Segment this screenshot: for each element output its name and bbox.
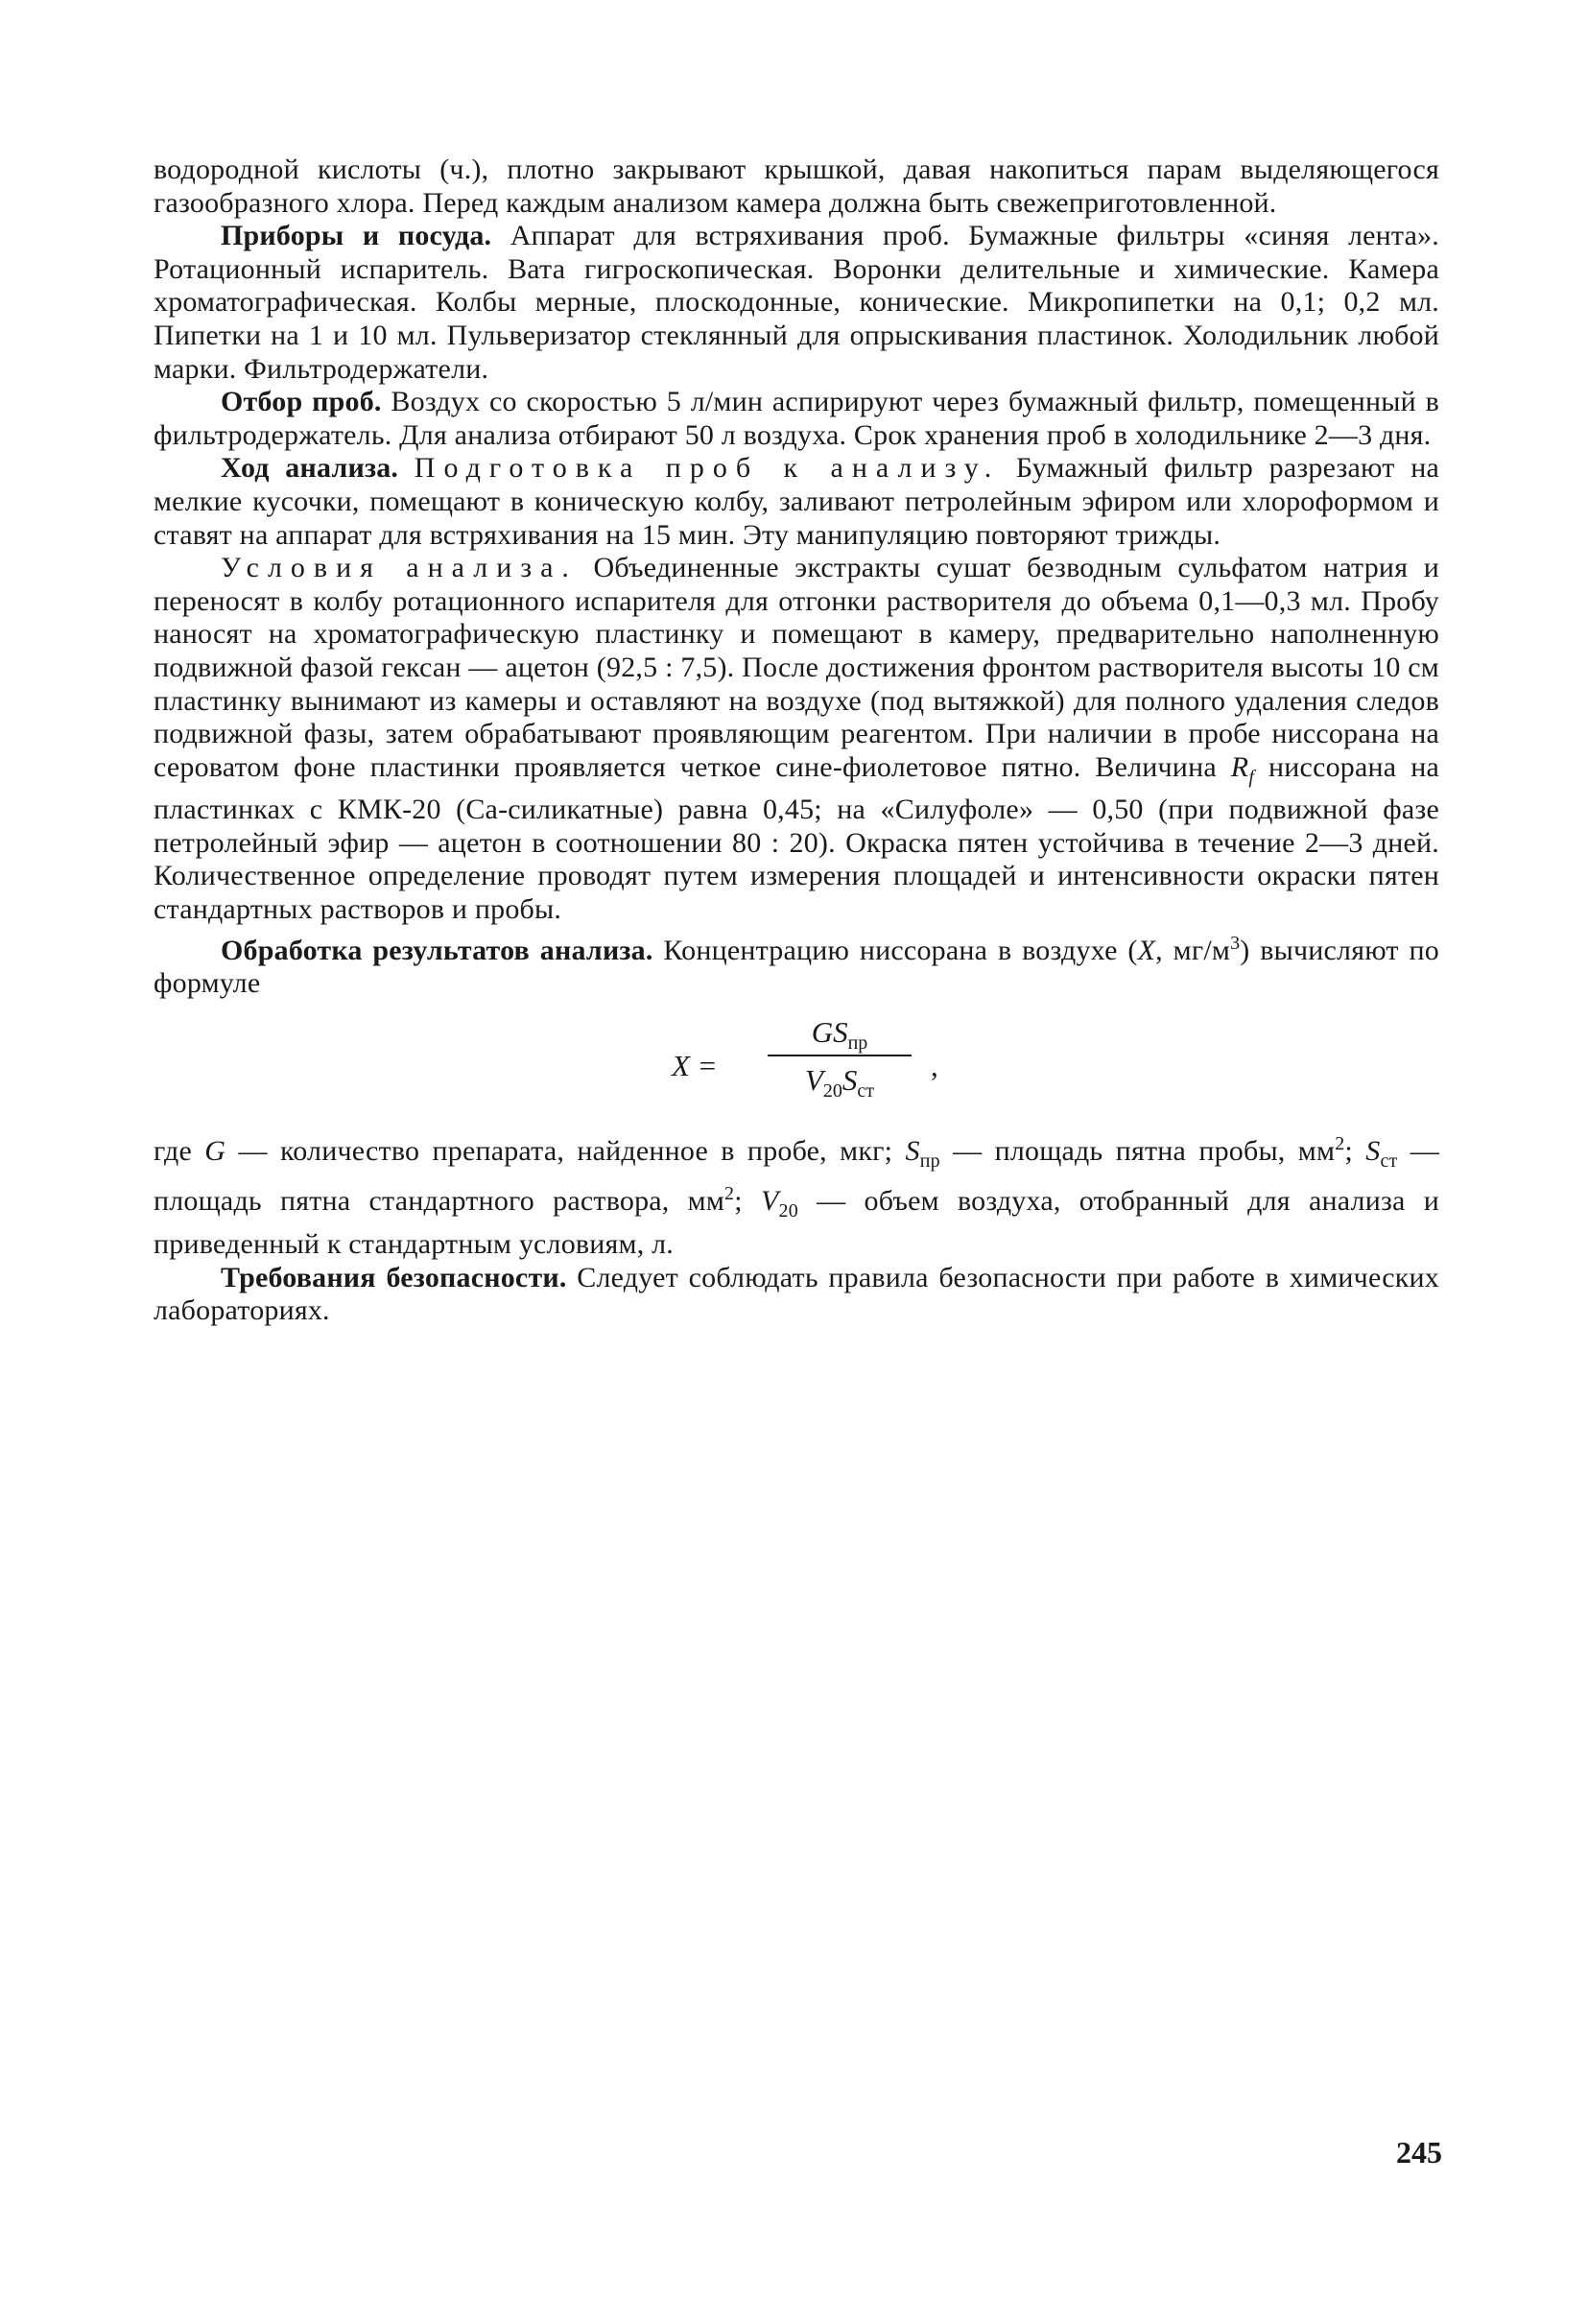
denominator-s-subscript: ст bbox=[857, 1080, 875, 1103]
legend-s-pr: S bbox=[905, 1134, 920, 1167]
paragraph-conditions bbox=[154, 552, 1439, 927]
legend-text-5: — площадь пятна стандартного раствора, мм bbox=[154, 1134, 1439, 1218]
paragraph-legend bbox=[154, 1127, 1439, 1262]
paragraph-continuation: водородной кислоты (ч.), плотно закрывают крышкой, давая накопиться парам выделяющегося газообразного хлора. Перед каждым анализом камера должна быть свежеприготовленной. bbox=[154, 154, 1439, 219]
formula-numerator bbox=[768, 1010, 912, 1055]
legend-text-1: где bbox=[154, 1134, 205, 1167]
rf-subscript: f bbox=[1248, 766, 1255, 788]
denominator-v-subscript: 20 bbox=[822, 1080, 842, 1103]
text-results-3: ) вычисляют по формуле bbox=[154, 934, 1439, 1000]
text-conditions-2: ниссорана на пластинках с КМК-20 (Са-силикатные) равна 0,45; на «Силуфоле» — 0,50 (при подвижной фазе петролейный эфир — ацетон в соотношении 80 : 20). Окраска пятен устойчива в течение 2—3 дней. Количественное определение проводят путем измерения площадей и интенсивности окраски пятен стандартных растворов и пробы. bbox=[154, 750, 1439, 926]
page-body bbox=[154, 154, 1439, 1328]
legend-g: G bbox=[204, 1134, 226, 1167]
legend-v: V bbox=[760, 1185, 779, 1218]
heading-procedure: Ход анализа. bbox=[221, 452, 399, 485]
heading-sampling: Отбор проб. bbox=[221, 386, 382, 418]
text-safety: Следует соблюдать правила безопасности при работе в химических лабораториях. bbox=[154, 1261, 1439, 1327]
numerator-main: GS bbox=[811, 1014, 848, 1049]
unit-superscript: 3 bbox=[1230, 932, 1241, 954]
numerator-subscript: пр bbox=[847, 1032, 868, 1055]
text-conditions-1: Объединенные экстракты сушат безводным сульфатом натрия и переносят в колбу ротационного испарителя для отгонки растворителя до объема 0,1—0,3 мл. Пробу наносят на хроматографическую пластинку и помещают в камеру, предварительно наполненную подвижной фазой гексан — ацетон (92,5 : 7,5). После достижения фронтом растворителя высоты 10 см пластинку вынимают из камеры и оставляют на воздухе (под вытяжкой) для полного удаления следов подвижной фазы, затем обрабатывают проявляющим реагентом. При наличии в пробе ниссорана на сероватом фоне пластинки проявляется четкое сине-фиолетовое пятно. Величина bbox=[154, 552, 1439, 783]
rf-symbol: R bbox=[1230, 750, 1249, 783]
paragraph-sampling bbox=[154, 386, 1439, 452]
heading-results: Обработка результатов анализа. bbox=[221, 934, 653, 966]
text-devices: Аппарат для встряхивания проб. Бумажные фильтры «синяя лента». Ротационный испаритель. Вата гигроскопическая. Воронки делительные и химические. Камера хроматографическая. Колбы мерные, плоскодонные, конические. Микропипетки на 0,1; 0,2 мл. Пипетки на 1 и 10 мл. Пульверизатор стеклянный для опрыскивания пластинок. Холодильник любой марки. Фильтродержатели. bbox=[154, 220, 1439, 385]
legend-text-2: — количество препарата, найденное в пробе, мкг; bbox=[225, 1134, 906, 1167]
heading-devices: Приборы и посуда. bbox=[221, 220, 492, 252]
text-results-1: Концентрацию ниссорана в воздухе ( bbox=[652, 934, 1138, 966]
formula-denominator bbox=[768, 1056, 912, 1101]
legend-text-7: — объем воздуха, отобранный для анализа и приведенный к стандартным условиям, л. bbox=[154, 1185, 1439, 1261]
formula bbox=[154, 1010, 1439, 1124]
denominator-v: V bbox=[804, 1062, 823, 1097]
subheading-sample-prep: Подготовка проб к анализу. bbox=[414, 452, 1001, 485]
text-procedure: Бумажный фильтр разрезают на мелкие кусочки, помещают в коническую колбу, заливают петролейным эфиром или хлороформом и ставят на аппарат для встряхивания на 15 мин. Эту манипуляцию повторяют трижды. bbox=[154, 452, 1439, 551]
x-symbol: X bbox=[1137, 934, 1156, 966]
text-results-2: , мг/м bbox=[1155, 934, 1231, 966]
heading-safety: Требования безопасности. bbox=[221, 1261, 567, 1293]
legend-s-pr-subscript: пр bbox=[919, 1150, 940, 1172]
paragraph-procedure bbox=[154, 452, 1439, 552]
legend-sup-1: 2 bbox=[1335, 1132, 1345, 1154]
formula-fraction bbox=[768, 1010, 912, 1101]
legend-s-st: S bbox=[1365, 1134, 1381, 1167]
legend-s-st-subscript: ст bbox=[1380, 1150, 1398, 1172]
page-number: 245 bbox=[1396, 2135, 1442, 2170]
text-sampling: Воздух со скоростью 5 л/мин аспирируют через бумажный фильтр, помещенный в фильтродержатель. Для анализа отбирают 50 л воздуха. Срок хранения проб в холодильнике 2—3 дня. bbox=[154, 386, 1439, 451]
denominator-s: S bbox=[841, 1062, 858, 1097]
heading-conditions: Условия анализа. bbox=[221, 552, 578, 584]
legend-text-6: ; bbox=[734, 1185, 761, 1218]
legend-v-subscript: 20 bbox=[778, 1200, 798, 1222]
paragraph-safety bbox=[154, 1262, 1439, 1328]
paragraph-results bbox=[154, 927, 1439, 1001]
formula-lhs: X = bbox=[672, 1048, 718, 1082]
formula-comma: , bbox=[931, 1048, 938, 1082]
legend-sup-2: 2 bbox=[724, 1183, 735, 1205]
paragraph-devices bbox=[154, 220, 1439, 386]
legend-text-4: ; bbox=[1344, 1134, 1366, 1167]
legend-text-3: — площадь пятна пробы, мм bbox=[939, 1134, 1336, 1167]
